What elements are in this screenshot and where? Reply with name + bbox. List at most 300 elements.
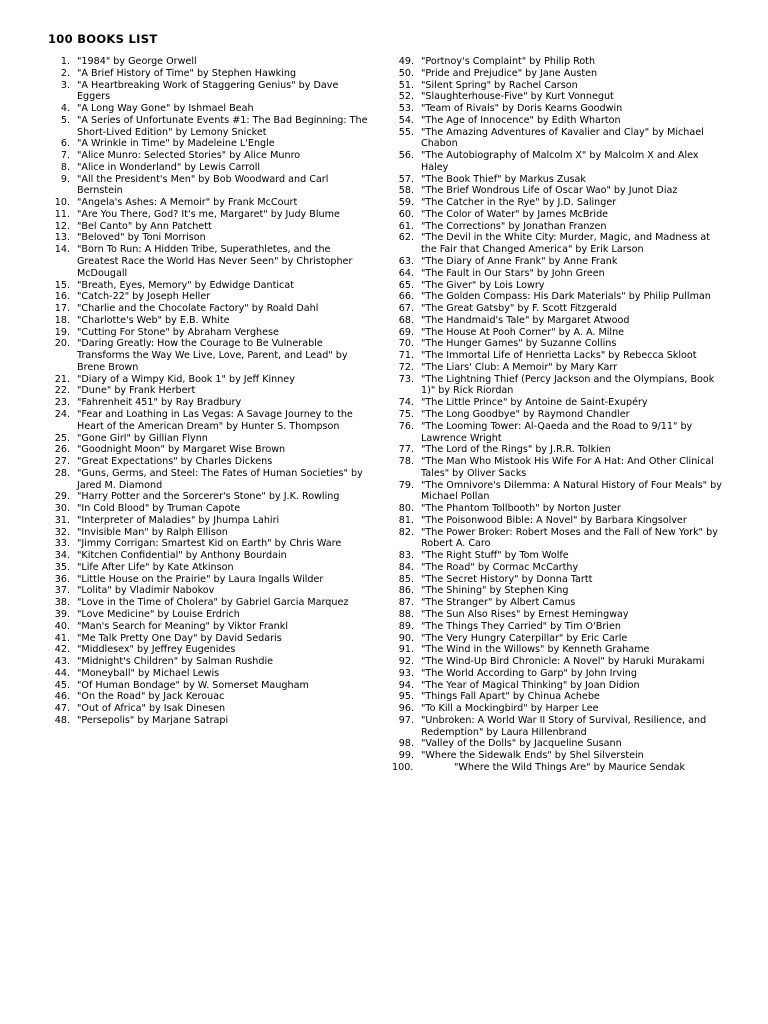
list-item-number: 31. — [54, 514, 70, 526]
list-item — [48, 621, 368, 633]
list-item-text: "The Diary of Anne Frank" by Anne Frank — [421, 256, 618, 268]
list-item — [48, 174, 368, 198]
list-item-number: 44. — [54, 667, 70, 679]
list-item-number: 57. — [398, 173, 414, 185]
list-item — [48, 597, 368, 609]
list-item — [392, 280, 728, 292]
list-item-text: "Diary of a Wimpy Kid, Book 1" by Jeff Kinney — [77, 373, 295, 385]
list-item-number: 72. — [398, 361, 414, 373]
list-item-number: 53. — [398, 103, 414, 115]
list-item-number: 60. — [398, 208, 414, 220]
list-item-text: "The Stranger" by Albert Camus — [421, 597, 576, 609]
list-item — [392, 644, 728, 656]
list-item-number: 41. — [54, 632, 70, 644]
list-item — [392, 256, 728, 268]
list-item-number: 68. — [398, 314, 414, 326]
list-item-number: 84. — [398, 561, 414, 573]
list-item — [392, 103, 728, 115]
list-item-number: 25. — [54, 432, 70, 444]
list-item-text: "On the Road" by Jack Kerouac — [77, 691, 225, 703]
list-item-number: 19. — [54, 326, 70, 338]
list-item — [48, 315, 368, 327]
list-item-number: 35. — [54, 561, 70, 573]
list-item-number: 3. — [60, 79, 70, 91]
list-item — [392, 209, 728, 221]
right-column — [392, 56, 728, 774]
list-item — [48, 550, 368, 562]
list-item-text: "The Very Hungry Caterpillar" by Eric Carle — [421, 632, 628, 644]
book-list-right — [392, 56, 728, 774]
list-item-number: 45. — [54, 679, 70, 691]
list-item — [392, 527, 728, 551]
list-item-text: "The Handmaid's Tale" by Margaret Atwood — [421, 314, 630, 326]
list-item-text: "The Devil in the White City: Murder, Magic, and Madness at the Fair that Changed America" by Erik Larson — [421, 232, 711, 256]
list-item-text: "Silent Spring" by Rachel Carson — [421, 79, 578, 91]
list-item-text: "Team of Rivals" by Doris Kearns Goodwin — [421, 103, 623, 115]
list-item-number: 74. — [398, 397, 414, 409]
list-item — [48, 244, 368, 279]
list-item — [392, 327, 728, 339]
list-item-number: 77. — [398, 444, 414, 456]
list-item — [48, 103, 368, 115]
left-column — [48, 56, 368, 727]
list-item — [48, 338, 368, 373]
list-item — [48, 444, 368, 456]
list-item — [392, 362, 728, 374]
list-item — [48, 468, 368, 492]
list-item — [48, 303, 368, 315]
list-item-number: 30. — [54, 503, 70, 515]
list-item-text: "The Hunger Games" by Suzanne Collins — [421, 338, 617, 350]
list-item-text: "The World According to Garp" by John Irving — [421, 667, 637, 679]
list-item-text: "The Power Broker: Robert Moses and the Fall of New York" by Robert A. Caro — [421, 526, 718, 550]
list-item-number: 8. — [60, 161, 70, 173]
list-item-text: "The Catcher in the Rye" by J.D. Salinger — [421, 197, 617, 209]
list-item-number: 27. — [54, 456, 70, 468]
list-item — [392, 680, 728, 692]
list-item-text: "Fahrenheit 451" by Ray Bradbury — [77, 397, 242, 409]
list-item-text: "Alice in Wonderland" by Lewis Carroll — [77, 161, 261, 173]
list-item — [392, 315, 728, 327]
list-item-number: 55. — [398, 126, 414, 138]
list-item-text: "Bel Canto" by Ann Patchett — [77, 220, 212, 232]
list-item-text: "Are You There, God? It's me, Margaret" by Judy Blume — [77, 208, 340, 220]
list-item — [392, 562, 728, 574]
list-item-number: 40. — [54, 620, 70, 632]
list-item-number: 26. — [54, 444, 70, 456]
list-item-number: 97. — [398, 714, 414, 726]
list-item-text: "The Man Who Mistook His Wife For A Hat: And Other Clinical Tales" by Oliver Sacks — [421, 456, 714, 479]
list-item — [392, 303, 728, 315]
list-item-number: 78. — [398, 456, 414, 468]
list-item-number: 90. — [398, 632, 414, 644]
list-item — [48, 291, 368, 303]
list-item-number: 59. — [398, 197, 414, 209]
list-item-text: "Love Medicine" by Louise Erdrich — [77, 608, 240, 620]
list-item-text: "The Year of Magical Thinking" by Joan Didion — [421, 679, 640, 691]
list-item-number: 36. — [54, 573, 70, 585]
list-item — [392, 480, 728, 504]
list-item-number: 1. — [60, 56, 70, 67]
list-item — [48, 162, 368, 174]
list-item-text: "A Wrinkle in Time" by Madeleine L'Engle — [77, 138, 275, 150]
list-item-text: "Where the Sidewalk Ends" by Shel Silverstein — [421, 750, 644, 762]
list-item-number: 65. — [398, 279, 414, 291]
list-item-number: 94. — [398, 679, 414, 691]
list-item-text: "Harry Potter and the Sorcerer's Stone" by J.K. Rowling — [77, 491, 340, 503]
list-item — [392, 221, 728, 233]
list-item-number: 37. — [54, 585, 70, 597]
list-item — [392, 150, 728, 174]
list-item-text: "Jimmy Corrigan: Smartest Kid on Earth" by Chris Ware — [77, 538, 342, 550]
list-item — [392, 115, 728, 127]
list-item-number: 73. — [398, 373, 414, 385]
list-item — [392, 338, 728, 350]
list-item-text: "The Long Goodbye" by Raymond Chandler — [421, 408, 630, 420]
list-item-number: 24. — [54, 408, 70, 420]
list-item — [48, 668, 368, 680]
list-item — [392, 515, 728, 527]
list-item-text: "Interpreter of Maladies" by Jhumpa Lahiri — [77, 514, 280, 526]
list-item-number: 83. — [398, 550, 414, 562]
list-item — [392, 421, 728, 445]
list-item-text: "The Right Stuff" by Tom Wolfe — [421, 550, 569, 562]
list-item-text: "The Omnivore's Dilemma: A Natural History of Four Meals" by Michael Pollan — [421, 479, 722, 503]
list-item — [392, 268, 728, 280]
list-item-text: "The House At Pooh Corner" by A. A. Milne — [421, 326, 625, 338]
list-item-number: 67. — [398, 303, 414, 315]
list-item-number: 23. — [54, 397, 70, 409]
list-item-text: "The Book Thief" by Markus Zusak — [421, 173, 586, 185]
list-item-number: 38. — [54, 597, 70, 609]
list-item-text: "Slaughterhouse-Five" by Kurt Vonnegut — [421, 91, 614, 103]
list-item-number: 93. — [398, 667, 414, 679]
list-item-text: "A Heartbreaking Work of Staggering Genius" by Dave Eggers — [77, 79, 339, 103]
list-item-text: "Cutting For Stone" by Abraham Verghese — [77, 326, 279, 338]
list-item-number: 70. — [398, 338, 414, 350]
list-item-number: 28. — [54, 467, 70, 479]
list-item-number: 16. — [54, 291, 70, 303]
list-item-text: "Invisible Man" by Ralph Ellison — [77, 526, 228, 538]
list-item-text: "Love in the Time of Cholera" by Gabriel Garcia Marquez — [77, 597, 349, 609]
list-item — [392, 409, 728, 421]
list-item-number: 42. — [54, 644, 70, 656]
list-item-number: 43. — [54, 656, 70, 668]
list-item — [48, 562, 368, 574]
list-item-number: 48. — [54, 714, 70, 726]
list-item — [392, 633, 728, 645]
list-item-number: 96. — [398, 703, 414, 715]
list-item-text: "The Wind in the Willows" by Kenneth Grahame — [421, 644, 650, 656]
list-item — [48, 385, 368, 397]
list-item — [392, 174, 728, 186]
list-item-text: "The Phantom Tollbooth" by Norton Juster — [421, 503, 621, 515]
list-item — [48, 374, 368, 386]
list-item-text: "Fear and Loathing in Las Vegas: A Savage Journey to the Heart of the American Dream" by Hunter S. Thompson — [77, 408, 353, 432]
list-item-number: 5. — [60, 114, 70, 126]
list-item-text: "Born To Run: A Hidden Tribe, Superathletes, and the Greatest Race the World Has Never Seen" by Christopher McDougall — [77, 244, 353, 279]
list-item — [392, 574, 728, 586]
list-item — [392, 597, 728, 609]
list-item-number: 95. — [398, 691, 414, 703]
list-item — [48, 491, 368, 503]
list-item — [392, 609, 728, 621]
list-item-number: 52. — [398, 91, 414, 103]
list-item-number: 39. — [54, 608, 70, 620]
list-item — [48, 115, 368, 139]
list-item-text: "The Autobiography of Malcolm X" by Malcolm X and Alex Haley — [421, 150, 699, 173]
list-item — [48, 197, 368, 209]
book-list-left — [48, 56, 368, 727]
list-item — [48, 715, 368, 727]
list-item — [392, 503, 728, 515]
list-item-text: "Valley of the Dolls" by Jacqueline Susann — [421, 738, 622, 750]
list-item — [48, 456, 368, 468]
list-item-text: "Middlesex" by Jeffrey Eugenides — [77, 644, 236, 656]
list-item-text: "The Poisonwood Bible: A Novel" by Barbara Kingsolver — [421, 514, 687, 526]
list-item — [48, 703, 368, 715]
list-item-number: 2. — [60, 67, 70, 79]
list-item-text: "The Color of Water" by James McBride — [421, 208, 609, 220]
list-item-text: "Things Fall Apart" by Chinua Achebe — [421, 691, 600, 703]
list-item-number: 63. — [398, 256, 414, 268]
list-item — [392, 444, 728, 456]
list-item-number: 33. — [54, 538, 70, 550]
list-item-text: "The Things They Carried" by Tim O'Brien — [421, 620, 621, 632]
list-item-number: 49. — [398, 56, 414, 67]
list-item — [392, 291, 728, 303]
list-item-text: "The Little Prince" by Antoine de Saint-Exupéry — [421, 397, 648, 409]
list-item — [48, 656, 368, 668]
list-item — [392, 185, 728, 197]
list-item-text: "The Age of Innocence" by Edith Wharton — [421, 114, 621, 126]
list-item — [392, 585, 728, 597]
list-item-number: 10. — [54, 197, 70, 209]
list-item-text: "The Corrections" by Jonathan Franzen — [421, 220, 607, 232]
list-item-text: "Pride and Prejudice" by Jane Austen — [421, 67, 598, 79]
list-item-text: "The Brief Wondrous Life of Oscar Wao" by Junot Diaz — [421, 185, 678, 197]
list-item-text: "Dune" by Frank Herbert — [77, 385, 196, 397]
list-item — [392, 91, 728, 103]
list-item — [48, 138, 368, 150]
list-item-number: 66. — [398, 291, 414, 303]
list-item — [392, 762, 728, 774]
list-item-text: "The Fault in Our Stars" by John Green — [421, 267, 605, 279]
list-item — [48, 232, 368, 244]
list-item-number: 12. — [54, 220, 70, 232]
list-item-text: "Portnoy's Complaint" by Philip Roth — [421, 56, 596, 67]
list-item-number: 81. — [398, 514, 414, 526]
list-item-text: "A Long Way Gone" by Ishmael Beah — [77, 103, 254, 115]
list-item — [48, 68, 368, 80]
list-item — [48, 644, 368, 656]
list-item — [48, 503, 368, 515]
list-item — [392, 56, 728, 68]
list-item-number: 7. — [60, 150, 70, 162]
list-item-number: 100. — [392, 761, 414, 773]
list-item-number: 54. — [398, 114, 414, 126]
list-item-number: 98. — [398, 738, 414, 750]
list-item — [392, 68, 728, 80]
list-item-text: "Breath, Eyes, Memory" by Edwidge Danticat — [77, 279, 294, 291]
list-item — [392, 750, 728, 762]
list-item — [392, 374, 728, 398]
list-item-number: 34. — [54, 550, 70, 562]
list-item-text: "Little House on the Prairie" by Laura Ingalls Wilder — [77, 573, 324, 585]
list-item-text: "The Road" by Cormac McCarthy — [421, 561, 579, 573]
list-item — [392, 350, 728, 362]
list-item — [48, 633, 368, 645]
list-item-number: 21. — [54, 373, 70, 385]
list-item — [48, 680, 368, 692]
list-item-text: "The Liars' Club: A Memoir" by Mary Karr — [421, 361, 618, 373]
list-item-text: "Life After Life" by Kate Atkinson — [77, 561, 234, 573]
list-item — [48, 327, 368, 339]
list-item — [48, 515, 368, 527]
list-item-text: "The Lightning Thief (Percy Jackson and the Olympians, Book 1)" by Rick Riordan — [421, 373, 715, 397]
list-item-number: 4. — [60, 103, 70, 115]
list-item-number: 71. — [398, 350, 414, 362]
list-item-number: 32. — [54, 526, 70, 538]
list-item — [392, 397, 728, 409]
list-item-number: 92. — [398, 656, 414, 668]
list-item — [48, 691, 368, 703]
list-item-text: "The Amazing Adventures of Kavalier and Clay" by Michael Chabon — [421, 126, 704, 150]
list-item-number: 9. — [60, 173, 70, 185]
list-item-text: "Lolita" by Vladimir Nabokov — [77, 585, 215, 597]
list-item-text: "To Kill a Mockingbird" by Harper Lee — [421, 703, 599, 715]
list-item-number: 14. — [54, 244, 70, 256]
list-item — [392, 656, 728, 668]
list-item-text: "Me Talk Pretty One Day" by David Sedaris — [77, 632, 282, 644]
list-item — [392, 456, 728, 480]
list-item — [392, 621, 728, 633]
list-item-number: 88. — [398, 608, 414, 620]
list-item-text: "All the President's Men" by Bob Woodward and Carl Bernstein — [77, 173, 329, 197]
list-item — [392, 703, 728, 715]
list-item-text: "Beloved" by Toni Morrison — [77, 232, 206, 244]
list-item-text: "Out of Africa" by Isak Dinesen — [77, 703, 226, 715]
list-item-number: 62. — [398, 232, 414, 244]
list-item-number: 50. — [398, 67, 414, 79]
list-item — [48, 397, 368, 409]
list-item-text: "Of Human Bondage" by W. Somerset Maugham — [77, 679, 309, 691]
list-item-number: 6. — [60, 138, 70, 150]
list-item-text: "Great Expectations" by Charles Dickens — [77, 456, 273, 468]
list-item-number: 18. — [54, 314, 70, 326]
list-item-text: "Angela's Ashes: A Memoir" by Frank McCourt — [77, 197, 298, 209]
list-item — [392, 80, 728, 92]
list-item — [48, 209, 368, 221]
list-item-text: "The Golden Compass: His Dark Materials" by Philip Pullman — [421, 291, 711, 303]
list-item-text: "The Secret History" by Donna Tartt — [421, 573, 593, 585]
list-item — [48, 56, 368, 68]
list-item-number: 20. — [54, 338, 70, 350]
list-item-number: 82. — [398, 526, 414, 538]
list-item-number: 99. — [398, 750, 414, 762]
list-item-text: "Charlie and the Chocolate Factory" by Roald Dahl — [77, 303, 319, 315]
list-item-number: 15. — [54, 279, 70, 291]
list-item-text: "A Series of Unfortunate Events #1: The Bad Beginning: The Short-Lived Edition" by Lemony Snicket — [77, 114, 368, 138]
list-item — [392, 715, 728, 739]
list-item-text: "The Great Gatsby" by F. Scott Fitzgerald — [421, 303, 617, 315]
list-item-text: "Daring Greatly: How the Courage to Be Vulnerable Transforms the Way We Live, Love, Parent, and Lead" by Brene Brown — [77, 338, 348, 373]
list-item-text: "Man's Search for Meaning" by Viktor Frankl — [77, 620, 288, 632]
list-item-number: 58. — [398, 185, 414, 197]
list-item — [392, 668, 728, 680]
list-item — [48, 150, 368, 162]
list-item-number: 86. — [398, 585, 414, 597]
list-item-text: "The Sun Also Rises" by Ernest Hemingway — [421, 608, 629, 620]
list-item-text: "Unbroken: A World War II Story of Survival, Resilience, and Redemption" by Laura Hillenbrand — [421, 714, 707, 738]
list-item-text: "Moneyball" by Michael Lewis — [77, 667, 220, 679]
list-item-number: 79. — [398, 479, 414, 491]
list-item-text: "Kitchen Confidential" by Anthony Bourdain — [77, 550, 287, 562]
list-item-number: 17. — [54, 303, 70, 315]
list-item — [392, 232, 728, 256]
list-item-number: 61. — [398, 220, 414, 232]
list-item — [392, 197, 728, 209]
list-item — [48, 280, 368, 292]
list-item — [48, 538, 368, 550]
list-item — [48, 80, 368, 104]
list-item-text: "Gone Girl" by Gillian Flynn — [77, 432, 208, 444]
list-item — [392, 738, 728, 750]
list-item-text: "Alice Munro: Selected Stories" by Alice Munro — [77, 150, 301, 162]
list-item-number: 11. — [54, 208, 70, 220]
list-item — [48, 574, 368, 586]
list-item-text: "The Wind-Up Bird Chronicle: A Novel" by Haruki Murakami — [421, 656, 705, 668]
list-item-text: "Goodnight Moon" by Margaret Wise Brown — [77, 444, 286, 456]
list-item-text: "Charlotte's Web" by E.B. White — [77, 314, 230, 326]
list-item-number: 22. — [54, 385, 70, 397]
list-item-number: 80. — [398, 503, 414, 515]
list-item — [48, 221, 368, 233]
list-item-number: 29. — [54, 491, 70, 503]
list-item-number: 69. — [398, 326, 414, 338]
list-item-text: "The Immortal Life of Henrietta Lacks" by Rebecca Skloot — [421, 350, 697, 362]
list-item-text: "In Cold Blood" by Truman Capote — [77, 503, 241, 515]
list-item-text: "Guns, Germs, and Steel: The Fates of Human Societies" by Jared M. Diamond — [77, 467, 363, 491]
page-title: 100 BOOKS LIST — [48, 32, 158, 46]
list-item — [48, 609, 368, 621]
list-item-number: 56. — [398, 150, 414, 162]
list-item-text: "The Lord of the Rings" by J.R.R. Tolkien — [421, 444, 611, 456]
list-item-number: 91. — [398, 644, 414, 656]
list-item — [392, 127, 728, 151]
list-item-text: "Where the Wild Things Are" by Maurice Sendak — [454, 761, 686, 773]
list-item-number: 75. — [398, 408, 414, 420]
list-item-text: "The Looming Tower: Al-Qaeda and the Road to 9/11" by Lawrence Wright — [421, 420, 693, 444]
list-item-number: 51. — [398, 79, 414, 91]
list-item-text: "A Brief History of Time" by Stephen Hawking — [77, 67, 297, 79]
list-item-number: 47. — [54, 703, 70, 715]
list-item-number: 87. — [398, 597, 414, 609]
list-item-number: 85. — [398, 573, 414, 585]
list-item-text: "The Giver" by Lois Lowry — [421, 279, 545, 291]
list-item-number: 89. — [398, 620, 414, 632]
list-item-text: "Persepolis" by Marjane Satrapi — [77, 714, 229, 726]
list-item — [392, 691, 728, 703]
list-item-text: "Catch-22" by Joseph Heller — [77, 291, 211, 303]
list-item-number: 76. — [398, 420, 414, 432]
list-item — [392, 550, 728, 562]
list-item — [48, 585, 368, 597]
list-item — [48, 409, 368, 433]
list-item — [48, 527, 368, 539]
list-item-text: "1984" by George Orwell — [77, 56, 197, 67]
list-item-number: 13. — [54, 232, 70, 244]
